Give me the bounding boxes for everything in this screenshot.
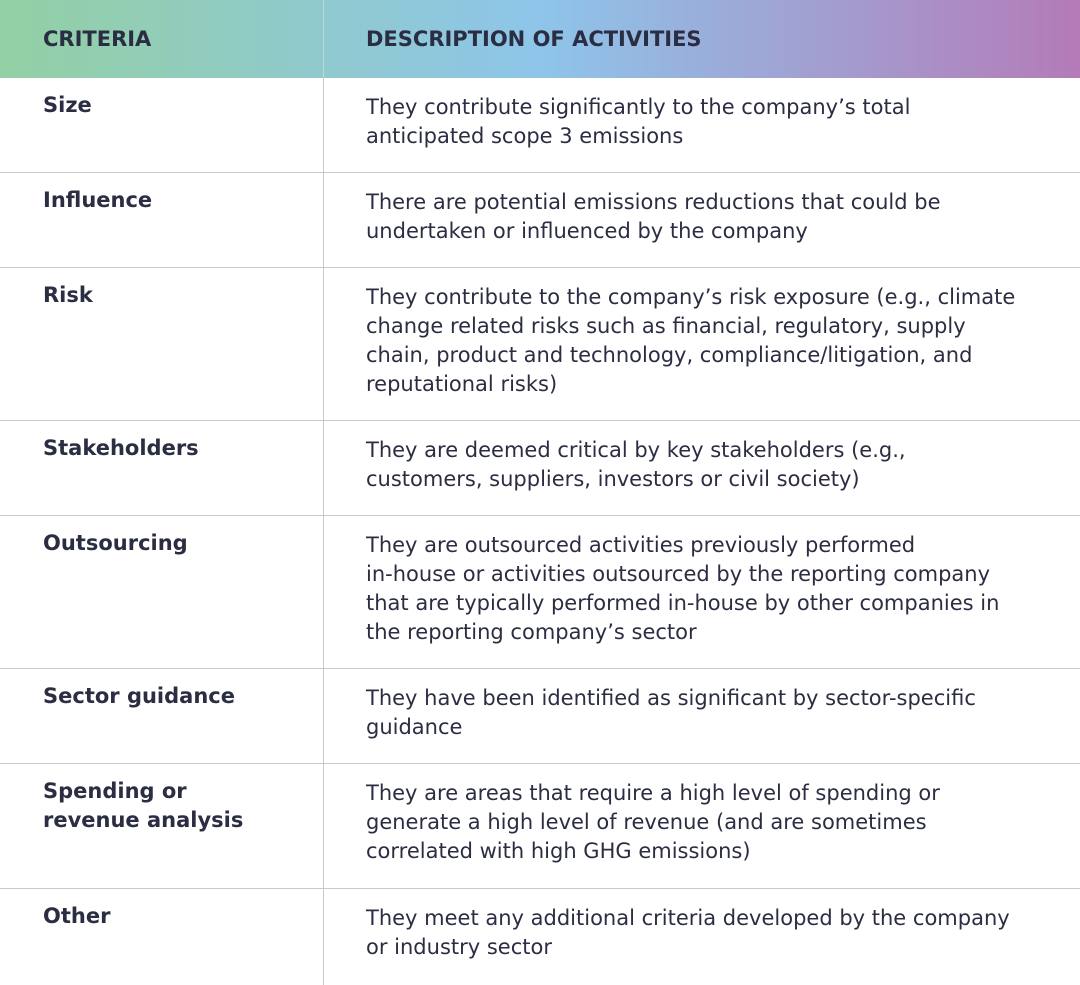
table-row	[0, 421, 1080, 516]
description-cell: They are outsourced activities previously performed in-house or activities outsourced by the reporting company that are typically performed in-house by other companies in the reporting company’s sector	[366, 533, 1000, 644]
description-cell: They contribute to the company’s risk exposure (e.g., climate change related risks such as financial, regulatory, supply chain, product and technology, compliance/litigation, and reputational risks)	[366, 285, 1016, 396]
criteria-cell: Outsourcing	[0, 516, 324, 668]
table-row	[0, 78, 1080, 173]
header-criteria-label: CRITERIA	[43, 27, 152, 51]
table-row	[0, 516, 1080, 669]
description-cell: They are deemed critical by key stakeholders (e.g., customers, suppliers, investors or civil society)	[366, 438, 906, 491]
criteria-cell: Influence	[0, 173, 324, 267]
table-row	[0, 669, 1080, 764]
table-header	[0, 0, 1080, 78]
table-row	[0, 268, 1080, 421]
criteria-cell: Size	[0, 78, 324, 172]
criteria-cell: Stakeholders	[0, 421, 324, 515]
table-row	[0, 173, 1080, 268]
table-row	[0, 764, 1080, 889]
description-cell: They have been identified as significant by sector-specific guidance	[366, 686, 976, 739]
criteria-cell: Sector guidance	[0, 669, 324, 763]
description-cell: There are potential emissions reductions that could be undertaken or influenced by the company	[366, 190, 941, 243]
table-row	[0, 889, 1080, 985]
header-criteria-cell	[0, 0, 324, 78]
criteria-cell: Risk	[0, 268, 324, 420]
header-description-cell	[324, 0, 1080, 78]
header-description-label: DESCRIPTION OF ACTIVITIES	[366, 27, 702, 51]
description-cell: They are areas that require a high level of spending or generate a high level of revenue (and are sometimes correlated with high GHG emissions)	[366, 781, 940, 863]
table-body	[0, 78, 1080, 985]
criteria-cell: Other	[0, 889, 324, 985]
description-cell: They contribute significantly to the company’s total anticipated scope 3 emissions	[366, 95, 911, 148]
criteria-cell: Spending or revenue analysis	[0, 764, 324, 888]
description-cell: They meet any additional criteria developed by the company or industry sector	[366, 906, 1010, 959]
